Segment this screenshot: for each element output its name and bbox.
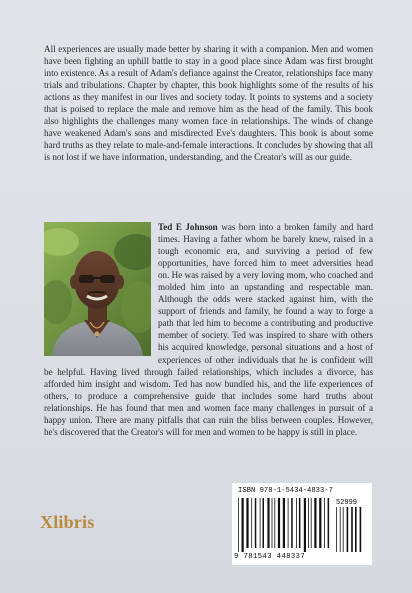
barcode-bar bbox=[272, 498, 273, 548]
addon-bar bbox=[355, 507, 357, 552]
barcode-bar bbox=[278, 498, 280, 548]
price-code: 52999 bbox=[336, 499, 358, 507]
barcode-bars bbox=[238, 498, 366, 552]
barcode-bar bbox=[328, 498, 330, 548]
barcode-bar bbox=[291, 498, 293, 548]
addon-bar bbox=[360, 507, 362, 552]
author-bio bbox=[44, 221, 373, 438]
barcode-bar bbox=[304, 498, 306, 552]
barcode-bar bbox=[288, 498, 289, 548]
barcode-bar bbox=[242, 498, 244, 552]
barcode-bar bbox=[255, 498, 256, 548]
barcode-bar bbox=[238, 498, 239, 552]
barcode-bar bbox=[314, 498, 316, 548]
barcode-bar bbox=[299, 498, 301, 548]
addon-bar bbox=[336, 507, 337, 552]
ean-digits: 9 781543 448337 bbox=[234, 553, 306, 561]
barcode-bar bbox=[296, 498, 297, 548]
barcode-bar bbox=[246, 498, 248, 548]
barcode-bar bbox=[308, 498, 309, 548]
barcode-bar bbox=[311, 498, 312, 548]
barcode-bar bbox=[319, 498, 321, 548]
photo-spacer bbox=[44, 221, 158, 358]
isbn-line bbox=[238, 487, 368, 495]
barcode-bar bbox=[274, 498, 275, 548]
author-name: Ted E Johnson bbox=[158, 222, 218, 232]
book-description: All experiences are usually made better by sharing it with a companion. Men and women have been fighting an uphill battle to stay in a good place since Adam was first brought into existence. As a result of Adam's defiance against the Creator, relationships face many trials and tribulations. Chapter by chapter, this book highlights some of the results of his actions as they manifest in our lives and society today. It points to systems and a society that is poised to replace the male and remove him as the head of the family. This book also highlights the challenges many women face in relationships. The winds of change have weakened Adam's sons and misdirected Eve's daughters. This book is about some hard truths as they relate to male-and-female interactions. It concludes by showing that all is not lost if we have information, understanding, and the Creator's will as our guide. bbox=[44, 44, 373, 163]
addon-bar bbox=[340, 507, 341, 552]
publisher-logo: Xlibris bbox=[40, 512, 95, 532]
barcode-bar bbox=[324, 498, 325, 548]
author-bio-text: was born into a broken family and hard times. Having a father whom he barely knew, raised in a tough economic era, and surviving a period of few opportunities, have forced him to meet adversities head on. He was raised by a very loving mom, who coached and molded him into an upstanding and respectable man. Although the odds were stacked against him, with the support of friends and family, he found a way to forge a path that led him to become a contributing and productive member of society. Ted was inspired to share with others his acquired knowledge, personal situations and a host of experiences of other individuals that he is confident will be helpful. Having lived through failed relationships, which includes a divorce, has afforded him insight and wisdom. Ted has now bundled his, and the life experiences of others, to produce a comprehensive guide that includes some hard truths about relationships. He has found that men and women face many challenges in pursuit of a happy union. There are many pitfalls that can ruin the bliss between couples. However, he's discovered that the Creator's will for men and women to be happy is still in place. bbox=[44, 222, 373, 437]
barcode-bar bbox=[263, 498, 265, 548]
barcode-bar bbox=[283, 498, 285, 548]
addon-bar bbox=[347, 507, 349, 552]
barcode-bar bbox=[260, 498, 261, 548]
isbn-number: ISBN 978-1-5434-4833-7 bbox=[238, 487, 333, 495]
barcode-bar bbox=[267, 498, 269, 548]
addon-bar bbox=[343, 507, 344, 552]
barcode-bar bbox=[251, 498, 252, 548]
addon-bar bbox=[351, 507, 353, 552]
isbn-barcode bbox=[232, 483, 372, 565]
